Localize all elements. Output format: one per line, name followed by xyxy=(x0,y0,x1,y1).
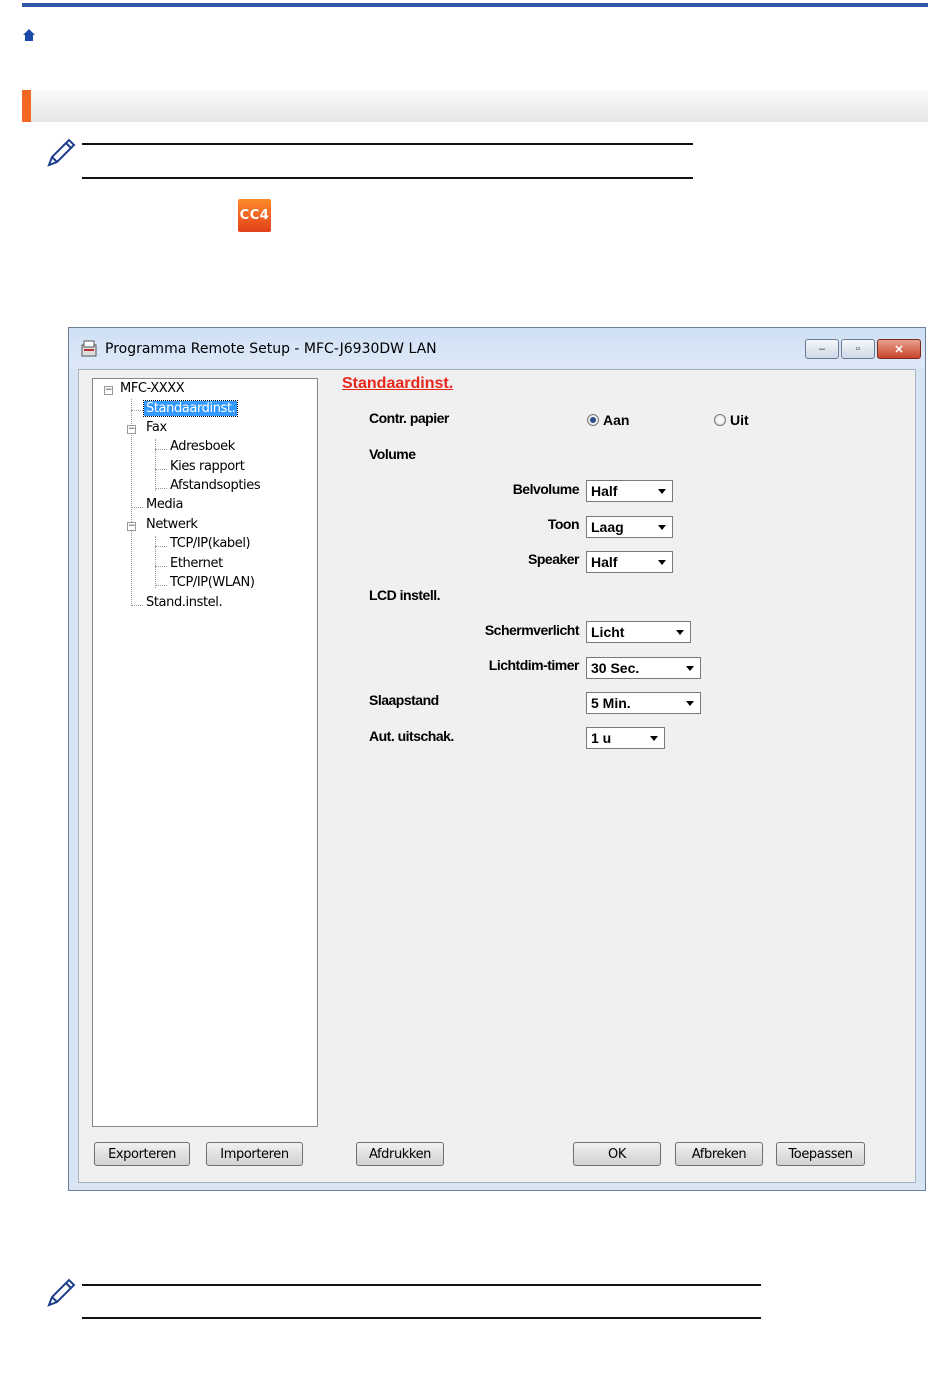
belvolume-select[interactable] xyxy=(586,480,673,502)
section-header-bar xyxy=(22,90,928,122)
speaker-select[interactable] xyxy=(586,551,673,573)
aut-uitschak-value: 1 u xyxy=(591,730,612,746)
tree-line xyxy=(131,410,143,411)
slaapstand-value: 5 Min. xyxy=(591,695,631,711)
app-icon xyxy=(81,340,97,358)
lichtdim-timer-label: Lichtdim-timer xyxy=(488,657,579,673)
window-title: Programma Remote Setup - MFC-J6930DW LAN xyxy=(105,341,437,357)
radio-uit-indicator xyxy=(714,414,726,426)
belvolume-value: Half xyxy=(591,483,618,499)
tree-item-adresboek[interactable]: Adresboek xyxy=(170,439,235,454)
minimize-icon: ‒ xyxy=(818,343,826,355)
tree-line xyxy=(155,469,167,470)
chevron-down-icon xyxy=(686,701,694,706)
slaapstand-label: Slaapstand xyxy=(369,692,439,708)
collapse-icon[interactable]: − xyxy=(128,521,136,531)
collapse-icon[interactable]: − xyxy=(128,424,136,434)
tree-item-standaardinst[interactable]: Standaardinst. xyxy=(146,401,236,416)
close-button[interactable] xyxy=(877,339,921,359)
tree-line xyxy=(155,566,167,567)
tree-item-tcpip-wlan[interactable]: TCP/IP(WLAN) xyxy=(170,575,255,590)
aut-uitschak-select[interactable] xyxy=(586,727,665,749)
tree-line xyxy=(155,546,167,547)
chevron-down-icon xyxy=(658,525,666,530)
tree-line xyxy=(155,488,167,489)
afdrukken-button[interactable]: Afdrukken xyxy=(356,1142,444,1166)
radio-aan[interactable] xyxy=(587,412,629,428)
section-accent xyxy=(22,90,31,122)
tree-line xyxy=(155,439,156,491)
afbreken-button[interactable]: Afbreken xyxy=(675,1142,763,1166)
tree-item-netwerk[interactable]: Netwerk xyxy=(146,517,198,532)
tree-item-stand-instel[interactable]: Stand.instel. xyxy=(146,595,223,610)
remote-setup-window xyxy=(68,327,926,1191)
note-bottom-rule xyxy=(82,1317,761,1319)
maximize-icon: ▫ xyxy=(856,343,860,355)
lcd-instell-label: LCD instell. xyxy=(369,587,441,603)
radio-aan-label: Aan xyxy=(603,412,630,428)
note-top-rule xyxy=(82,1284,761,1286)
toon-label: Toon xyxy=(547,516,579,532)
pencil-icon xyxy=(44,136,78,175)
note-top-rule xyxy=(82,143,693,145)
tree-line xyxy=(155,585,167,586)
tree-line xyxy=(131,605,143,606)
close-icon: ✕ xyxy=(894,343,904,356)
schermverlicht-label: Schermverlicht xyxy=(484,622,579,638)
exporteren-button[interactable]: Exporteren xyxy=(94,1142,190,1166)
top-accent-bar xyxy=(22,3,928,7)
ok-button[interactable]: OK xyxy=(573,1142,661,1166)
tree-line xyxy=(131,507,143,508)
lichtdim-timer-value: 30 Sec. xyxy=(591,660,640,676)
toon-value: Laag xyxy=(591,519,624,535)
slaapstand-select[interactable] xyxy=(586,692,701,714)
minimize-button[interactable] xyxy=(805,339,839,359)
radio-aan-indicator xyxy=(587,414,599,426)
chevron-down-icon xyxy=(686,666,694,671)
speaker-value: Half xyxy=(591,554,618,570)
belvolume-label: Belvolume xyxy=(512,481,579,497)
chevron-down-icon xyxy=(676,630,684,635)
schermverlicht-select[interactable] xyxy=(586,621,691,643)
speaker-label: Speaker xyxy=(528,551,579,567)
tree-item-afstandsopties[interactable]: Afstandsopties xyxy=(170,478,261,493)
toon-select[interactable] xyxy=(586,516,673,538)
tree-item-root[interactable]: MFC-XXXX xyxy=(120,381,185,396)
chevron-down-icon xyxy=(658,560,666,565)
radio-uit-label: Uit xyxy=(730,412,749,428)
tree-item-media[interactable]: Media xyxy=(146,497,184,512)
tree-item-fax[interactable]: Fax xyxy=(146,420,167,435)
importeren-button[interactable]: Importeren xyxy=(206,1142,303,1166)
chevron-down-icon xyxy=(658,489,666,494)
panel-title: Standaardinst. xyxy=(342,375,454,392)
toepassen-button[interactable]: Toepassen xyxy=(776,1142,865,1166)
schermverlicht-value: Licht xyxy=(591,624,625,640)
home-icon[interactable] xyxy=(22,28,36,47)
pencil-icon xyxy=(44,1276,78,1315)
tree-item-kies-rapport[interactable]: Kies rapport xyxy=(170,459,245,474)
collapse-icon[interactable]: − xyxy=(105,385,113,395)
cc4-icon: CC4 xyxy=(238,199,271,232)
chevron-down-icon xyxy=(650,736,658,741)
aut-uitschak-label: Aut. uitschak. xyxy=(369,728,454,744)
maximize-button[interactable] xyxy=(841,339,875,359)
dialog-client-area xyxy=(78,369,916,1183)
tree-line xyxy=(155,449,167,450)
tree-line xyxy=(155,536,156,588)
radio-uit[interactable] xyxy=(714,412,749,428)
settings-tree[interactable] xyxy=(92,378,318,1127)
volume-label: Volume xyxy=(369,446,416,462)
note-bottom-rule xyxy=(82,177,693,179)
tree-item-tcpip-kabel[interactable]: TCP/IP(kabel) xyxy=(170,536,251,551)
tree-item-ethernet[interactable]: Ethernet xyxy=(170,556,223,571)
window-controls xyxy=(805,339,921,359)
settings-panel xyxy=(319,370,915,1130)
contr-papier-label: Contr. papier xyxy=(369,410,449,426)
lichtdim-timer-select[interactable] xyxy=(586,657,701,679)
